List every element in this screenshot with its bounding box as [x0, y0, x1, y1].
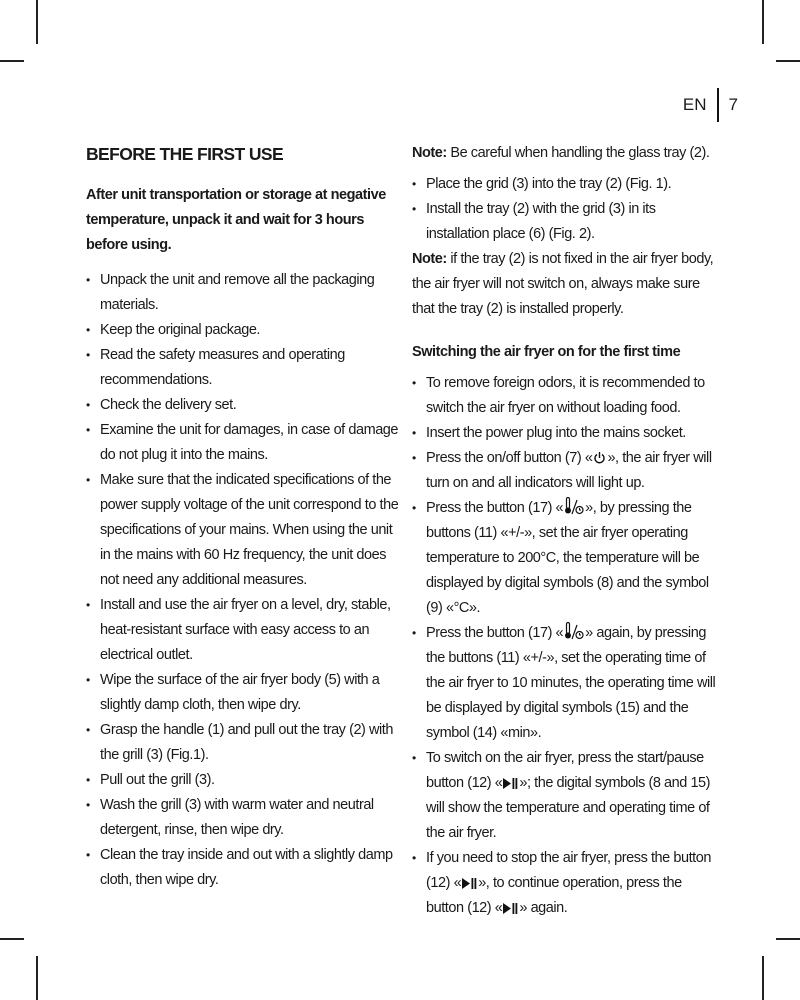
item-text: », by pressing the buttons (11) «+/-», set the air fryer operating temperature to 200°C, the temperature will be displayed by digital symbols (8) and the symbol (9) «°C».: [426, 500, 709, 616]
play-pause-icon: [503, 902, 518, 915]
crop-mark-tl-h: [0, 60, 24, 62]
item-text: » again.: [519, 900, 568, 916]
list-item: • Clean the tray inside and out with a slightly damp cloth, then wipe dry.: [86, 843, 400, 893]
item-text: Press the on/off button (7) «: [426, 450, 593, 466]
list-item: • Install the tray (2) with the grid (3) in its installation place (6) (Fig. 2).: [412, 197, 720, 247]
first-switch-on-list: [412, 371, 720, 921]
item-text: », the air fryer will turn on and all indicators will light up.: [426, 450, 712, 491]
play-pause-icon: [462, 877, 477, 890]
list-item: • Wipe the surface of the air fryer body (5) with a slightly damp cloth, then wipe dry.: [86, 668, 400, 718]
crop-mark-bl-v: [36, 956, 38, 1000]
list-item: • Insert the power plug into the mains socket.: [412, 421, 720, 446]
note-tray-fixed: [412, 247, 720, 322]
list-item: [412, 746, 720, 846]
list-item: • Wash the grill (3) with warm water and neutral detergent, rinse, then wipe dry.: [86, 793, 400, 843]
item-text: Press the button (17) «: [426, 625, 564, 641]
crop-mark-tr-v: [762, 0, 764, 44]
note-text: Be careful when handling the glass tray (2).: [446, 145, 710, 161]
list-item: • Make sure that the indicated specifications of the power supply voltage of the unit correspond to the specifications of your mains. When using the unit in the mains with 60 Hz frequency, the unit does not need any additional measures.: [86, 468, 400, 593]
subsection-title: Switching the air fryer on for the first time: [412, 344, 681, 360]
list-item: • Keep the original package.: [86, 318, 400, 343]
list-item: • Unpack the unit and remove all the packaging materials.: [86, 268, 400, 318]
power-icon: [593, 451, 606, 465]
page-number: 7: [728, 95, 738, 114]
item-text: If you need to stop the air fryer, press the button (12) «: [426, 850, 711, 891]
note-label: Note:: [412, 251, 447, 267]
list-item: • Read the safety measures and operating recommendations.: [86, 343, 400, 393]
left-column: [86, 141, 400, 893]
item-text: » again, by pressing the buttons (11) «+/-», set the operating time of the air fryer to 10 minutes, the operating time will be displayed by digital symbols (15) and the symbol (14) «min».: [426, 625, 716, 741]
thermometer-clock-icon: [564, 497, 584, 515]
crop-mark-br-v: [762, 956, 764, 1000]
note-text: if the tray (2) is not fixed in the air fryer body, the air fryer will not switch on, always make sure that the tray (2) is installed properly.: [412, 251, 714, 317]
language-code: EN: [682, 95, 707, 114]
list-item: • Place the grid (3) into the tray (2) (Fig. 1).: [412, 172, 720, 197]
crop-mark-br-h: [776, 938, 800, 940]
list-item: • Check the delivery set.: [86, 393, 400, 418]
page-header: [683, 88, 738, 122]
section-title: BEFORE THE FIRST USE: [86, 144, 284, 164]
item-text: »; the digital symbols (8 and 15) will show the temperature and operating time of the air fryer.: [426, 775, 711, 841]
crop-mark-tr-h: [776, 60, 800, 62]
list-item: [412, 446, 720, 496]
list-item: [412, 621, 720, 746]
list-item: • Pull out the grill (3).: [86, 768, 400, 793]
crop-mark-bl-h: [0, 938, 24, 940]
list-item: • Examine the unit for damages, in case of damage do not plug it into the mains.: [86, 418, 400, 468]
list-item: [412, 496, 720, 621]
list-item: • Grasp the handle (1) and pull out the tray (2) with the grill (3) (Fig.1).: [86, 718, 400, 768]
note-label: Note:: [412, 145, 447, 161]
item-text: », to continue operation, press the button (12) «: [426, 875, 682, 916]
list-item: • Install and use the air fryer on a level, dry, stable, heat-resistant surface with easy access to an electrical outlet.: [86, 593, 400, 668]
thermometer-clock-icon: [564, 622, 584, 640]
note-glass-tray: [412, 141, 720, 166]
item-text: To switch on the air fryer, press the start/pause button (12) «: [426, 750, 704, 791]
tray-list: [412, 172, 720, 247]
item-text: Press the button (17) «: [426, 500, 564, 516]
crop-mark-tl-v: [36, 0, 38, 44]
right-column: [412, 141, 720, 921]
preparation-list: [86, 268, 400, 893]
lead-paragraph: After unit transportation or storage at negative temperature, unpack it and wait for 3 hours before using.: [86, 187, 386, 253]
play-pause-icon: [503, 777, 518, 790]
list-item: [412, 846, 720, 921]
list-item: • To remove foreign odors, it is recommended to switch the air fryer on without loading food.: [412, 371, 720, 421]
